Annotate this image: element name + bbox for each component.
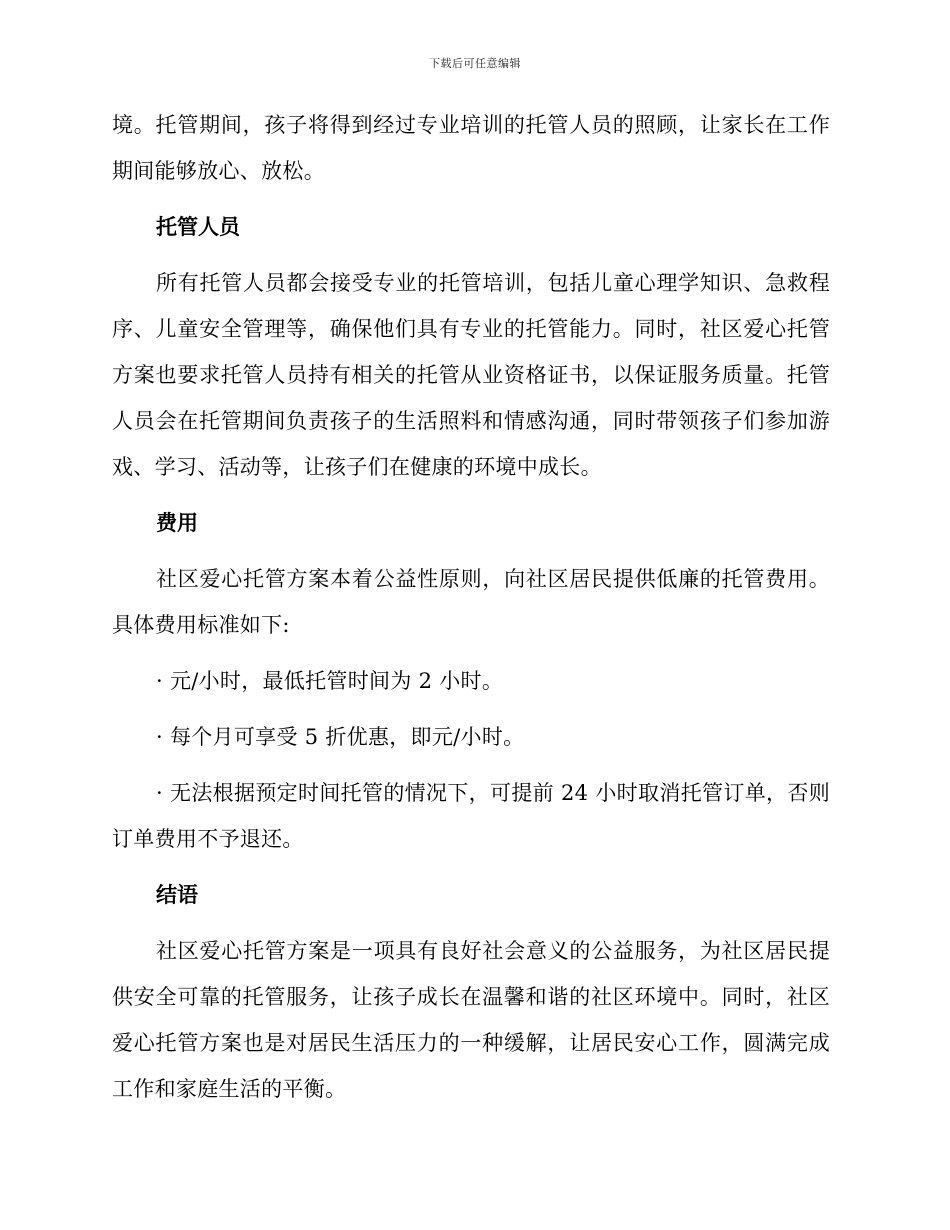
section-heading-staff: 托管人员 bbox=[156, 215, 240, 239]
section-heading-conclusion: 结语 bbox=[156, 883, 198, 907]
fees-paragraph: 社区爱心托管方案本着公益性原则，向社区居民提供低廉的托管费用。具体费用标准如下: bbox=[112, 567, 830, 637]
fee-bullet-item: · 元/小时，最低托管时间为 2 小时。 bbox=[156, 669, 504, 693]
document-body bbox=[112, 102, 830, 1112]
page-header: 下载后可任意编辑 bbox=[429, 57, 521, 70]
intro-paragraph: 境。托管期间，孩子将得到经过专业培训的托管人员的照顾，让家长在工作期间能够放心、放松。 bbox=[112, 113, 830, 183]
fee-bullet-item: · 每个月可享受 5 折优惠，即元/小时。 bbox=[156, 725, 525, 749]
staff-paragraph: 所有托管人员都会接受专业的托管培训，包括儿童心理学知识、急救程序、儿童安全管理等，确保他们具有专业的托管能力。同时，社区爱心托管方案也要求托管人员持有相关的托管从业资格证书，以保证服务质量。托管人员会在托管期间负责孩子的生活照料和情感沟通，同时带领孩子们参加游戏、学习、活动等，让孩子们在健康的环境中成长。 bbox=[112, 271, 830, 479]
section-heading-fees: 费用 bbox=[156, 511, 198, 535]
fee-bullet-item: · 无法根据预定时间托管的情况下，可提前 24 小时取消托管订单，否则订单费用不予退还。 bbox=[112, 781, 830, 851]
conclusion-paragraph: 社区爱心托管方案是一项具有良好社会意义的公益服务，为社区居民提供安全可靠的托管服务，让孩子成长在温馨和谐的社区环境中。同时，社区爱心托管方案也是对居民生活压力的一种缓解，让居民安心工作，圆满完成工作和家庭生活的平衡。 bbox=[112, 939, 830, 1101]
